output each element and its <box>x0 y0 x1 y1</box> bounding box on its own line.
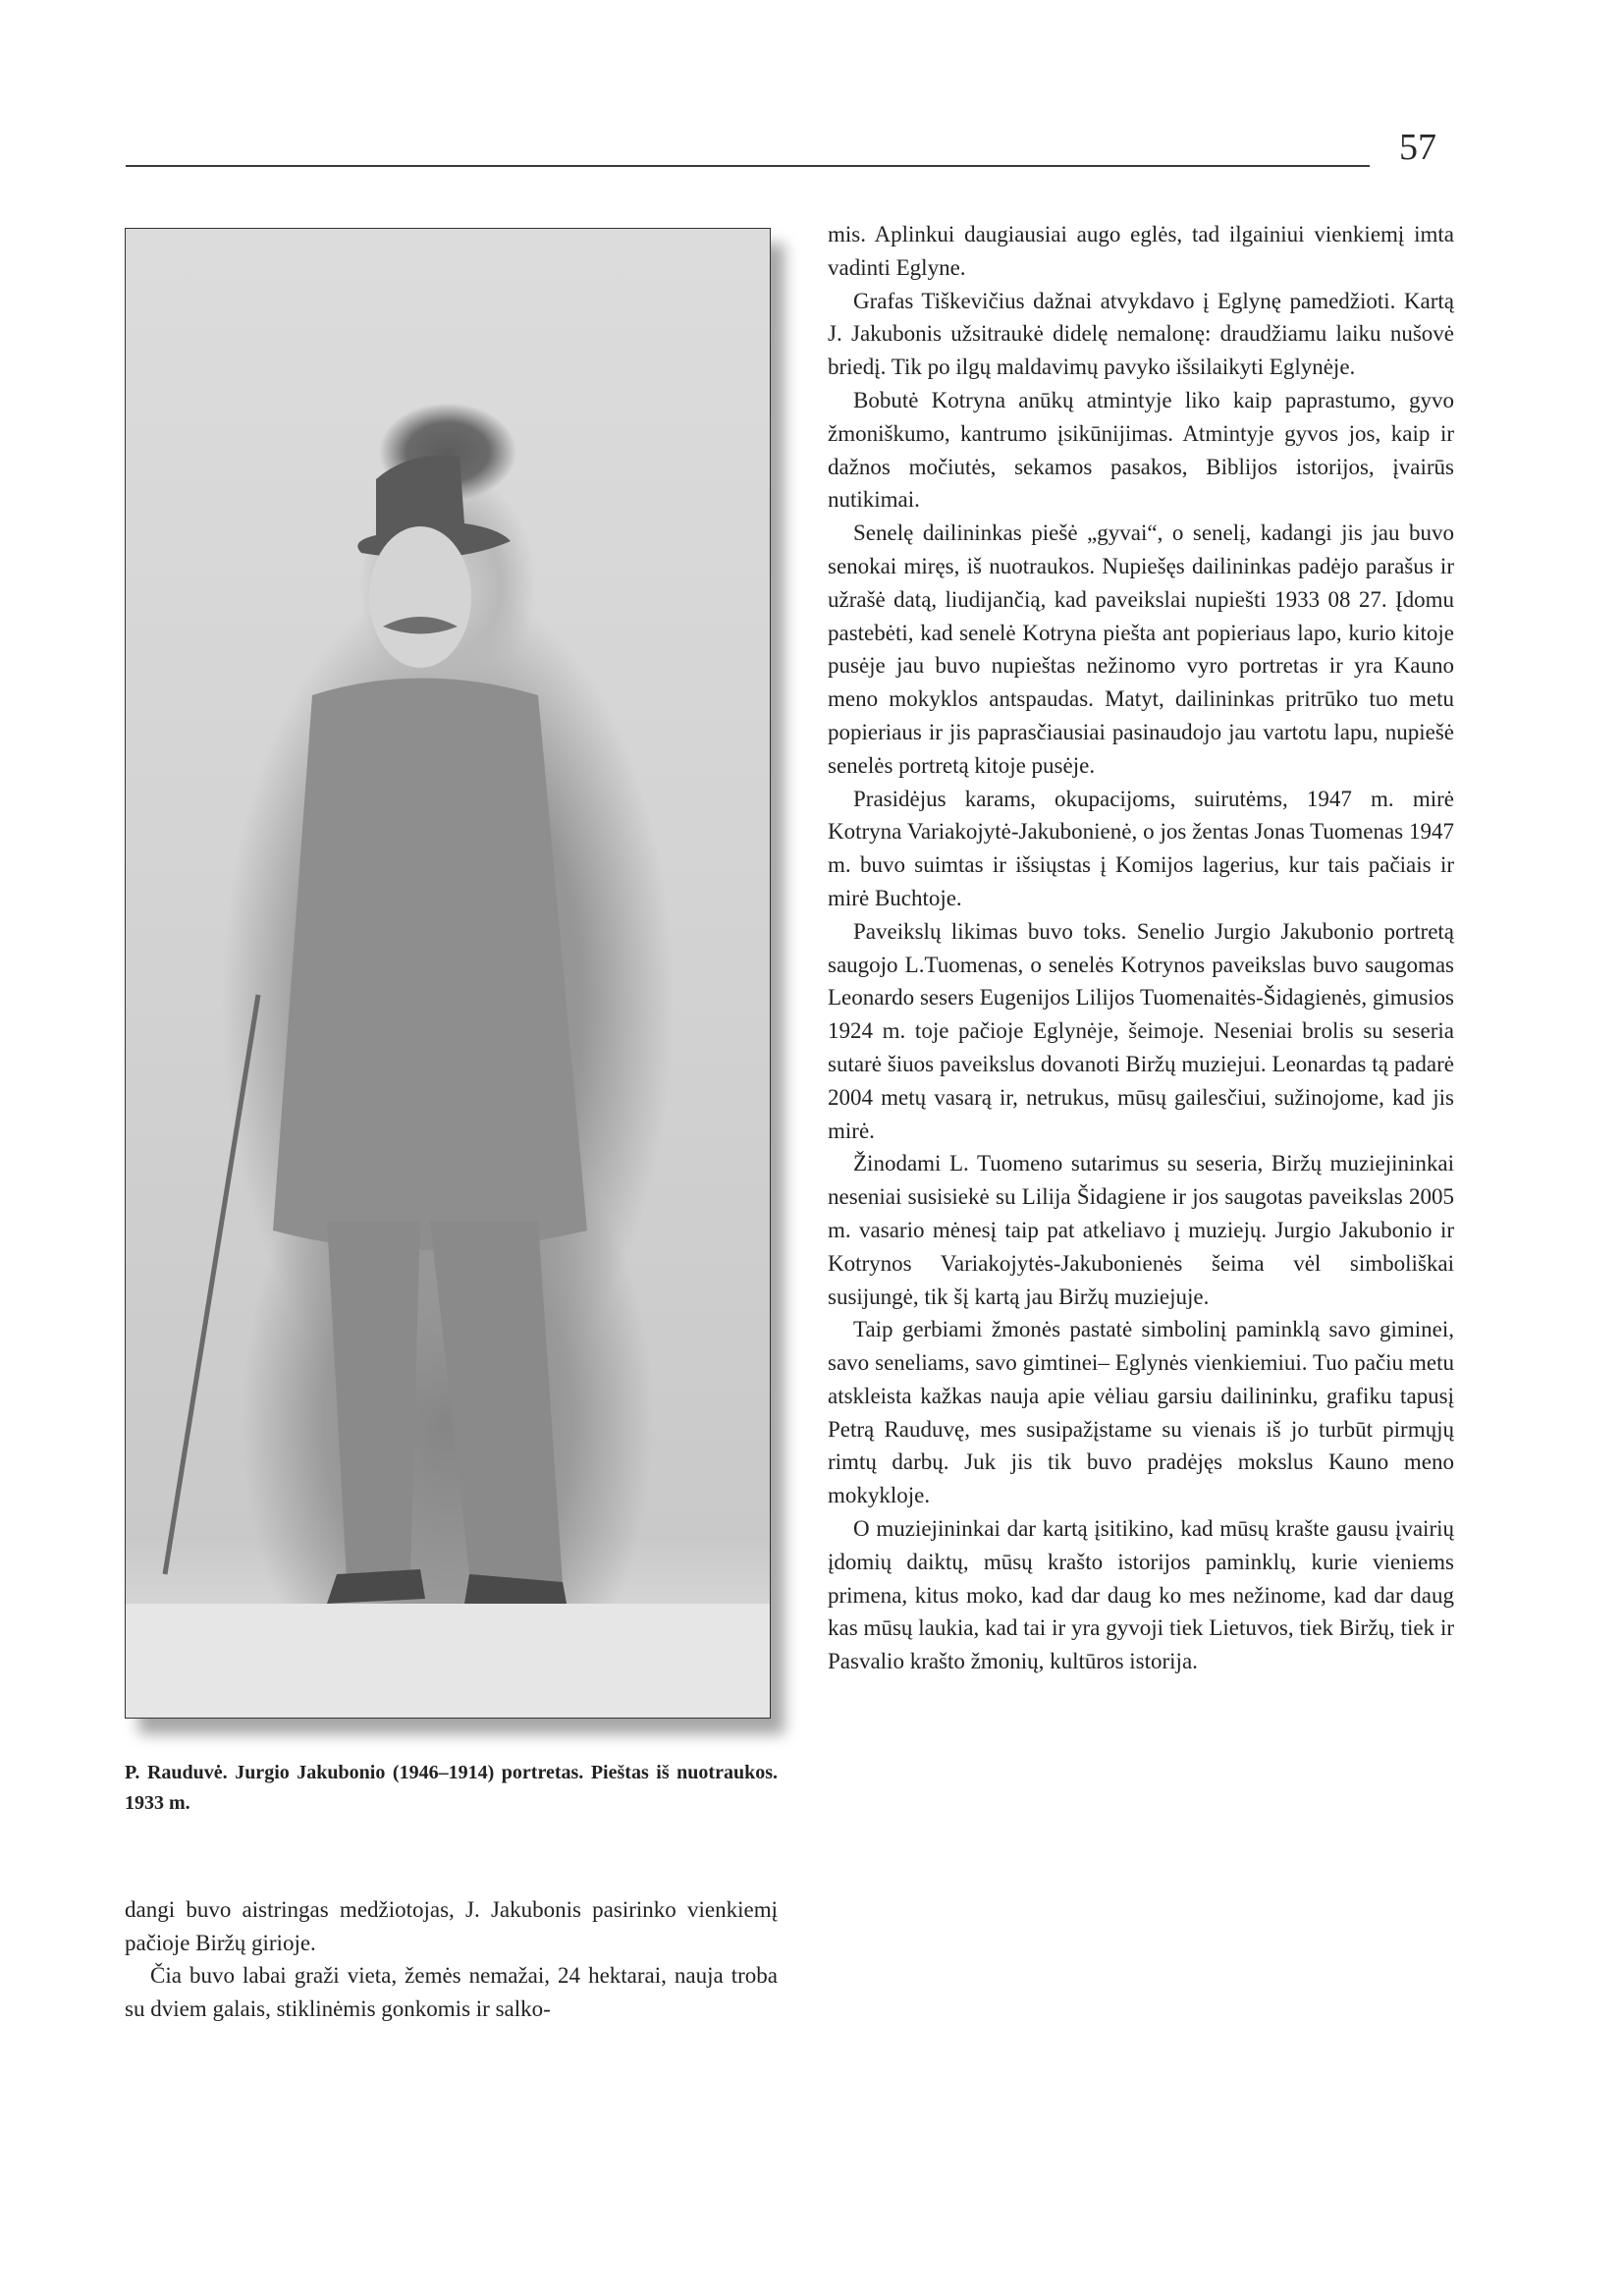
paragraph: mis. Aplinkui daugiausiai augo eglės, tad ilgainiui vienkiemį imta vadinti Eglyne. <box>828 222 1454 280</box>
paragraph: Čia buvo labai graži vieta, žemės nemažai, 24 hektarai, nauja troba su dviem galais, stiklinėmis gonkomis ir salko- <box>125 1963 778 2021</box>
paragraph: Senelę dailininkas piešė „gyvai“, o senelį, kadangi jis jau buvo senokai miręs, iš nuotraukos. Nupiešęs dailininkas padėjo parašus ir užrašė datą, liudijančią, kad paveikslai nupiešti 1933 08 27. Įdomu pastebėti, kad senelė Kotryna piešta ant popieriaus lapo, kurio kitoje pusėje jau buvo nupieštas nežinomo vyro portretas ir yra Kauno meno mokyklos antspaudas. Matyt, dailininkas pritrūko tuo metu popieriaus ir jis paprasčiausiai pasinaudojo jau vartotu lapu, nupiešė senelės portretą kitoje pusėje. <box>828 520 1454 778</box>
paragraph: dangi buvo aistringas medžiotojas, J. Jakubonis pasirinko vienkiemį pačioje Biržų girioje. <box>125 1897 778 1955</box>
portrait-figure <box>125 228 771 1719</box>
paragraph: Žinodami L. Tuomeno sutarimus su seseria, Biržų muziejininkai neseniai susisiekė su Lilija Šidagiene ir jos saugotas paveikslas 2005 m. vasario mėnesį taip pat atkeliavo į muziejų. Jurgio Jakubonio ir Kotrynos Variakojytės-Jakubonienės šeima vėl simboliškai susijungė, tik šį kartą jau Biržų muziejuje. <box>828 1151 1454 1309</box>
paragraph: O muziejininkai dar kartą įsitikino, kad mūsų krašte gausu įvairių įdomių daiktų, mūsų krašto istorijos paminklų, kurie vieniems primena, kitus moko, kad dar daug ko mes nežinome, kad dar daug kas mūsų laukia, kad tai ir yra gyvoji tiek Lietuvos, tiek Biržų, tiek ir Pasvalio krašto žmonių, kultūros istorija. <box>828 1516 1454 1674</box>
paragraph: Bobutė Kotryna anūkų atmintyje liko kaip paprastumo, gyvo žmoniškumo, kantrumo įsikūnijimas. Atmintyje gyvos jos, kaip ir dažnos močiutės, sekamos pasakos, Biblijos istorijos, įvairūs nutikimai. <box>828 387 1454 513</box>
portrait-sketch-icon <box>126 229 770 1718</box>
right-column-text <box>828 218 1454 1678</box>
page-number: 57 <box>1399 127 1436 168</box>
paragraph: Taip gerbiami žmonės pastatė simbolinį paminklą savo giminei, savo seneliams, savo gimtinei– Eglynės vienkiemiui. Tuo pačiu metu atskleista kažkas nauja apie vėliau garsiu dailininku, grafiku tapusį Petrą Rauduvę, mes susipažįstame su vienais iš jo turbūt pirmųjų rimtų darbų. Juk jis tik buvo pradėjęs mokslus Kauno meno mokykloje. <box>828 1317 1454 1508</box>
figure-caption: P. Rauduvė. Jurgio Jakubonio (1946–1914) portretas. Pieštas iš nuotraukos. 1933 m. <box>125 1762 778 1814</box>
paragraph: Grafas Tiškevičius dažnai atvykdavo į Eglynę pamedžioti. Kartą J. Jakubonis užsitraukė didelę nemalonę: draudžiamu laiku nušovė briedį. Tik po ilgų maldavimų pavyko išsilaikyti Eglynėje. <box>828 288 1454 380</box>
paragraph: Prasidėjus karams, okupacijoms, suirutėms, 1947 m. mirė Kotryna Variakojytė-Jakubonienė, o jos žentas Jonas Tuomenas 1947 m. buvo suimtas ir išsiųstas į Komijos lagerius, kur tais pačiais ir mirė Buchtoje. <box>828 786 1454 910</box>
header-rule <box>126 165 1370 167</box>
left-column-text <box>125 1893 778 2025</box>
paragraph: Paveikslų likimas buvo toks. Senelio Jurgio Jakubonio portretą saugojo L.Tuomenas, o senelės Kotrynos paveikslas buvo saugomas Leonardo sesers Eugenijos Lilijos Tuomenaitės-Šidagienės, gimusios 1924 m. toje pačioje Eglynėje, šeimoje. Neseniai brolis su seseria sutarė šiuos paveikslus dovanoti Biržų muziejui. Leonardas tą padarė 2004 metų vasarą ir, netrukus, mūsų gailesčiui, sužinojome, kad jis mirė. <box>828 918 1454 1143</box>
portrait-image <box>125 228 771 1719</box>
